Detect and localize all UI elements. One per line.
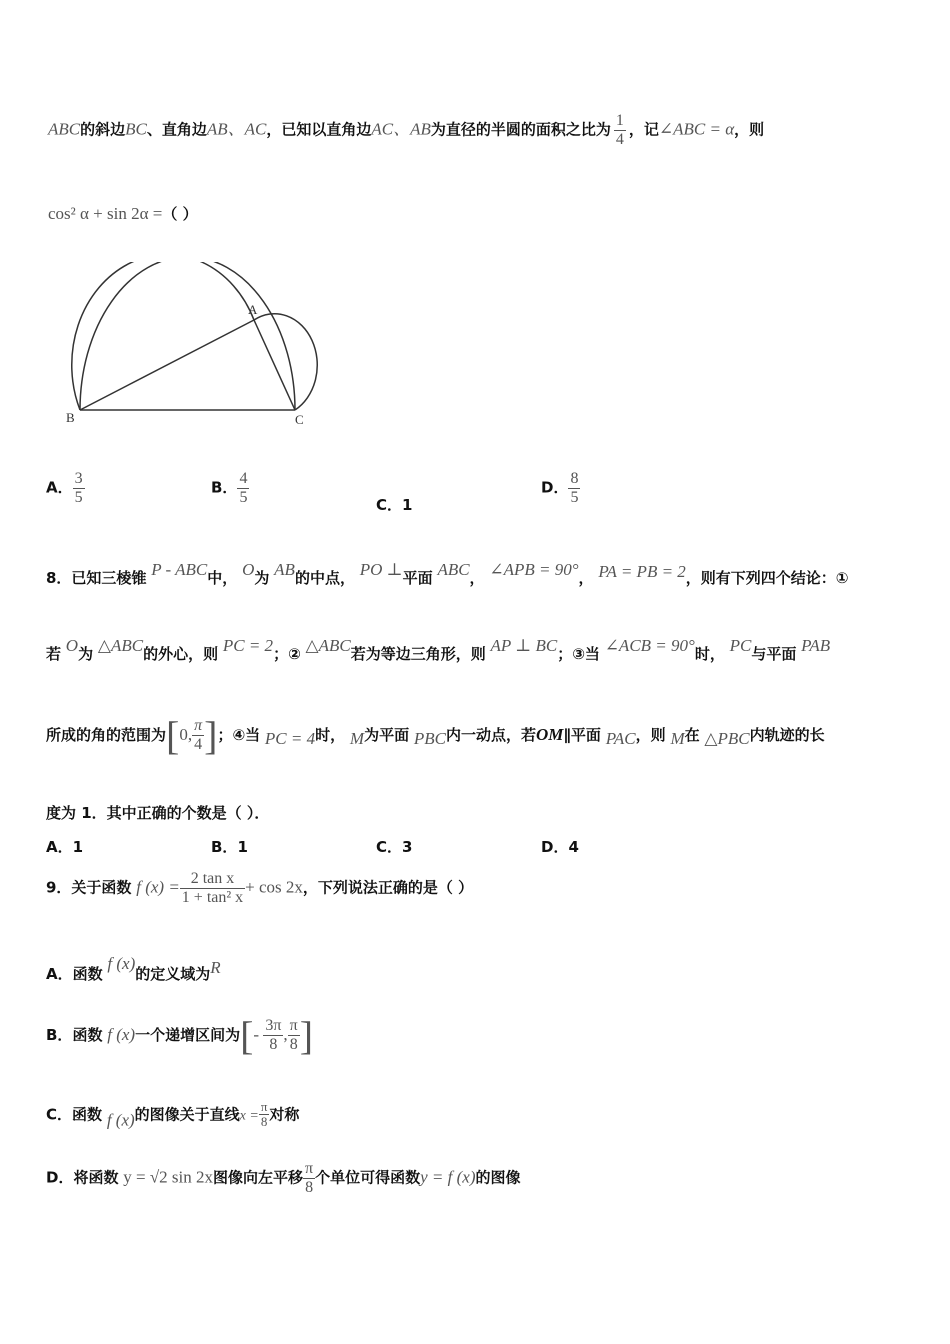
math-fx: f (x)	[107, 1025, 136, 1044]
option-value: 1	[72, 838, 84, 856]
option-letter: B．	[211, 478, 238, 497]
math-pa-pb: PA = PB = 2	[598, 562, 686, 581]
text: 在	[684, 726, 700, 744]
text: ；②	[273, 645, 301, 663]
math-angle-apb: ∠APB = 90°	[489, 560, 579, 579]
fraction-pi-over-8: $\frac{\pi}{8}$	[260, 1099, 268, 1130]
option-value: 1	[237, 838, 248, 856]
bracket-left: [	[240, 1013, 254, 1058]
option-letter: D．	[541, 478, 569, 497]
math-pabc: P - ABC	[151, 560, 208, 579]
math-r: R	[210, 958, 221, 977]
text: 函数	[72, 1026, 103, 1044]
q8-option-a[interactable]	[46, 836, 83, 857]
text: 的斜边	[80, 120, 126, 139]
text: 的图像关于直线	[134, 1105, 240, 1124]
math-abc: ABC	[48, 119, 81, 139]
math-cos2x: + cos 2x	[245, 877, 303, 897]
text: 中，	[207, 569, 238, 587]
math-bc: BC	[125, 119, 147, 139]
text: 的中点，	[294, 569, 355, 587]
math-fx: f (x) =	[136, 877, 180, 897]
math-ap-perp-bc: AP ⊥ BC	[490, 636, 558, 655]
text: ，下列说法正确的是（ ）	[302, 878, 474, 897]
text: 图像向左平移	[213, 1168, 304, 1187]
q8-option-c[interactable]	[376, 836, 412, 857]
math-triangle-abc: △ABC	[305, 636, 351, 655]
option-letter: A．	[46, 965, 73, 983]
math-m: M	[670, 729, 685, 748]
q9-option-a[interactable]	[46, 954, 221, 984]
text: 9．关于函数	[46, 878, 132, 897]
math-ac-ab: AC、AB	[371, 119, 431, 139]
q9-option-b[interactable]	[46, 1012, 313, 1059]
q8-row2	[46, 636, 830, 664]
text: 与平面	[751, 645, 797, 663]
math-ab-ac: AB、AC	[206, 119, 267, 139]
math-abc: ABC	[437, 560, 470, 579]
math-fx: f (x)	[106, 1110, 135, 1130]
answer-paren: （ ）	[162, 205, 198, 223]
q8-option-b[interactable]	[211, 836, 248, 857]
text: 平面	[402, 569, 433, 587]
text: ，已知以直角边	[266, 120, 372, 139]
option-letter: C．	[46, 1105, 73, 1124]
option-value: 3	[402, 838, 413, 856]
q9-option-d[interactable]	[46, 1160, 521, 1196]
option-letter: A．	[46, 478, 73, 497]
text: ，	[469, 569, 485, 587]
option-letter: C．	[376, 496, 403, 514]
option-letter: B．	[211, 838, 238, 856]
bracket-right: ]	[299, 1013, 314, 1058]
fraction-pi-over-8: $\frac{\pi}{8}$	[289, 1017, 298, 1053]
text: ，记	[628, 120, 659, 139]
math-om: OM	[536, 725, 564, 744]
option-value: 1	[402, 496, 413, 514]
text: 若	[46, 645, 62, 663]
text: 所成的角的范围为	[46, 726, 167, 744]
q8-row4: 度为 1．其中正确的个数是（ ）．	[46, 804, 270, 822]
option-value: 4	[568, 838, 579, 856]
arc-bc	[80, 262, 295, 410]
math-pc-2: PC = 2	[222, 636, 274, 655]
math-o: O	[65, 636, 79, 655]
math-angle-acb: ∠ACB = 90°	[604, 636, 695, 655]
text: 8．已知三棱锥	[46, 569, 147, 587]
q9-option-c[interactable]	[46, 1100, 299, 1130]
q7-option-b[interactable]	[211, 470, 249, 506]
text: 的定义域为	[135, 965, 211, 983]
q9-stem	[46, 870, 473, 906]
q7-option-a[interactable]	[46, 470, 85, 506]
text: 个单位可得函数	[315, 1168, 421, 1187]
math-pc-4: PC = 4	[264, 729, 316, 748]
text: 时，	[694, 645, 725, 663]
text: 、直角边	[146, 120, 207, 139]
math-range-start: 0,	[179, 725, 193, 744]
option-letter: D．	[46, 1168, 74, 1187]
option-value: $\frac{4}{5}$	[239, 470, 248, 506]
math-m: M	[349, 729, 365, 748]
math-pac: PAC	[605, 729, 636, 748]
label-a: A	[248, 302, 258, 317]
option-value: $\frac{3}{5}$	[74, 470, 83, 506]
math-o: O	[242, 560, 255, 579]
text: ，	[578, 569, 594, 587]
text: ，则有下列四个结论：①	[685, 569, 849, 587]
option-letter: D．	[541, 838, 569, 856]
label-b: B	[66, 410, 75, 425]
fraction-pi-over-4: $\frac{\pi}{4}$	[194, 717, 203, 753]
semicircle-triangle-figure	[60, 262, 335, 432]
text: ，则	[734, 120, 765, 139]
math-x-eq: x =	[239, 1108, 259, 1124]
math-triangle-pbc: △PBC	[704, 729, 750, 748]
text: 一个递增区间为	[135, 1026, 241, 1044]
text: 内轨迹的长	[749, 726, 825, 744]
text: 时，	[315, 726, 346, 744]
fraction-pi-over-8: $\frac{\pi}{8}$	[305, 1160, 314, 1196]
fraction-3pi-over-8: $\frac{3\pi}{8}$	[265, 1017, 282, 1053]
option-letter: A．	[46, 838, 73, 856]
text: 的外心，则	[143, 645, 219, 663]
text: ；③当	[557, 645, 600, 663]
text: 内一动点，若	[446, 726, 537, 744]
text: ；④当	[217, 726, 261, 744]
math-y-sqrt2-sin2x: y = √2 sin 2x	[123, 1167, 214, 1187]
math-triangle-abc: △ABC	[97, 636, 144, 655]
math-angle-abc: ∠ABC = α	[658, 119, 735, 139]
text: 若为等边三角形，则	[350, 645, 486, 663]
side-ab	[80, 320, 254, 410]
minus-sign: -	[253, 1025, 264, 1044]
text: ∥平面	[563, 726, 601, 744]
text: 函数	[72, 1105, 103, 1124]
q7-option-d[interactable]	[541, 470, 580, 506]
label-c: C	[295, 412, 304, 427]
math-po: PO ⊥	[359, 560, 403, 579]
option-letter: C．	[376, 838, 403, 856]
math-fx: f (x)	[107, 954, 136, 973]
text: 为	[254, 569, 270, 587]
math-pbc: PBC	[413, 729, 446, 748]
text: 为直径的半圆的面积之比为	[430, 120, 611, 139]
arc-ab	[72, 262, 254, 410]
q7-line1	[48, 112, 764, 148]
bracket-right: ]	[204, 713, 218, 758]
text: 为平面	[364, 726, 410, 744]
q7-line2	[48, 203, 198, 224]
q8-row3	[46, 712, 825, 759]
comma: ,	[283, 1025, 288, 1044]
q8-row1	[46, 560, 849, 588]
side-ac	[254, 320, 295, 410]
math-ab: AB	[274, 560, 295, 579]
text: 函数	[72, 965, 103, 983]
bracket-left: [	[166, 713, 180, 758]
q8-option-d[interactable]	[541, 836, 579, 857]
text: 对称	[269, 1105, 300, 1124]
math-expression: cos² α + sin 2α =	[48, 204, 163, 223]
text: 将函数	[73, 1168, 119, 1187]
text: 的图像	[475, 1168, 521, 1187]
fraction-2tanx: $\frac{\text{2 tan x}}{\text{1 + tan² x}}$	[181, 870, 244, 906]
math-pc: PC	[729, 636, 752, 655]
math-pab: PAB	[801, 636, 831, 655]
math-y-fx: y = f (x)	[420, 1167, 476, 1187]
option-letter: B．	[46, 1026, 73, 1044]
q7-option-c[interactable]	[376, 494, 412, 515]
fraction-one-quarter: $\frac{1}{4}$	[615, 112, 624, 148]
text: 为	[78, 645, 94, 663]
arc-ac	[254, 314, 317, 410]
option-value: $\frac{8}{5}$	[570, 470, 579, 506]
text: ，则	[635, 726, 666, 744]
